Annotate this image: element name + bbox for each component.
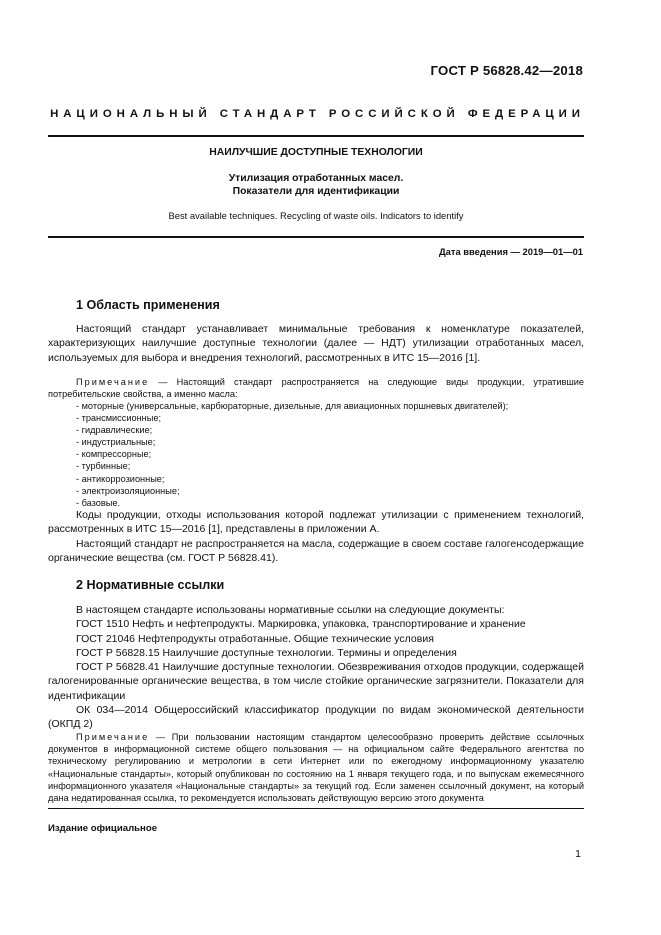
list-item: - индустриальные;: [76, 437, 156, 448]
list-item: - электроизоляционные;: [76, 485, 180, 496]
exclusion-paragraph: Настоящий стандарт не распространяется на масла, содержащие в своем составе галогенсодержащие органические вещества (см. ГОСТ Р 56828.41).: [48, 537, 584, 564]
section-1-note: [48, 376, 584, 400]
section-2-heading: 2 Нормативные ссылки: [76, 578, 225, 592]
list-item: - базовые.: [76, 497, 121, 508]
codes-paragraph: Коды продукции, отходы использования которой подлежат утилизации с применением технологий, рассмотренных в ИТС 15—2016 [1], представлены в приложении А.: [48, 509, 584, 536]
list-item: - антикоррозионные;: [76, 473, 165, 484]
section-1-heading: 1 Область применения: [76, 298, 220, 312]
document-number: ГОСТ Р 56828.42—2018: [430, 63, 583, 78]
section-1-body: [48, 322, 584, 365]
note-text: — Настоящий стандарт распространяется на следующие виды продукции, утратившие потребительские свойства, а именно масла:: [48, 377, 584, 400]
references-intro: В настоящем стандарте использованы нормативные ссылки на следующие документы:: [76, 604, 505, 616]
page-number: 1: [575, 848, 581, 860]
note-text: — При пользовании настоящим стандартом целесообразно проверить действие ссылочных документов в информационной системе общего пользования — на официальном сайте Федерального агентства по техническому регулированию и метрологии в сети Интернет или по ежегодному информационному указателю «Национальные стандарты», который опубликован по состоянию на 1 января текущего года, и по выпускам ежемесячного информационного указателя «Национальные стандарты» за текущий год. Если заменен ссылочный документ, на который дана недатированная ссылка, то рекомендуется использовать действующую версию этого документа: [48, 732, 584, 804]
list-item: - трансмиссионные;: [76, 413, 161, 424]
reference-item: ГОСТ Р 56828.15 Наилучшие доступные технологии. Термины и определения: [76, 646, 457, 659]
list-item: - турбинные;: [76, 461, 131, 472]
subtitle-line-2: Показатели для идентификации: [232, 186, 400, 197]
title-divider: [48, 236, 584, 238]
scope-paragraph: Настоящий стандарт устанавливает минимальные требования к номенклатуре показателей, характеризующих наилучшие доступные технологии (далее — НДТ) утилизации отработанных масел, используемых для выбора и внедрения технологий, рассмотренных в ИТС 15—2016 [1].: [48, 323, 584, 364]
section-2-note: [48, 731, 584, 804]
scope-note: [48, 376, 584, 400]
list-item: - компрессорные;: [76, 449, 152, 460]
english-title: Best available techniques. Recycling of waste oils. Indicators to identify: [168, 210, 464, 221]
reference-item: ГОСТ Р 56828.41 Наилучшие доступные технологии. Обезвреживания отходов продукции, содержащей галогенированные органические вещества, в том числе стойкие органические загрязнители. Показатели для идентификации: [48, 661, 584, 702]
section-1-codes: [48, 508, 584, 565]
subtitle-line-1: Утилизация отработанных масел.: [228, 173, 404, 184]
reference-item: ОК 034—2014 Общероссийский классификатор продукции по видам экономической деятельности (ОКПД 2): [48, 704, 584, 731]
introduction-date: Дата введения — 2019—01—01: [438, 246, 583, 257]
standard-title: НАИЛУЧШИЕ ДОСТУПНЫЕ ТЕХНОЛОГИИ: [209, 147, 423, 158]
footer-divider: [48, 808, 584, 809]
oil-types-list: [48, 400, 584, 509]
official-edition-label: Издание официальное: [48, 823, 158, 834]
reference-item: ГОСТ 21046 Нефтепродукты отработанные. Общие технические условия: [76, 632, 434, 645]
note-label: Примечание: [76, 732, 150, 742]
note-label: Примечание: [76, 377, 150, 387]
national-standard-banner: НАЦИОНАЛЬНЫЙ СТАНДАРТ РОССИЙСКОЙ ФЕДЕРАЦИИ: [50, 108, 585, 120]
reference-item: ГОСТ 1510 Нефть и нефтепродукты. Маркировка, упаковка, транспортирование и хранение: [76, 618, 526, 631]
section-2-body: [48, 603, 584, 732]
standard-subtitle: [48, 172, 584, 198]
list-item: - гидравлические;: [76, 425, 153, 436]
list-item: - моторные (универсальные, карбюраторные, дизельные, для авиационных поршневых двигателей);: [76, 401, 509, 411]
references-note: [48, 731, 584, 804]
header-divider: [48, 135, 584, 137]
